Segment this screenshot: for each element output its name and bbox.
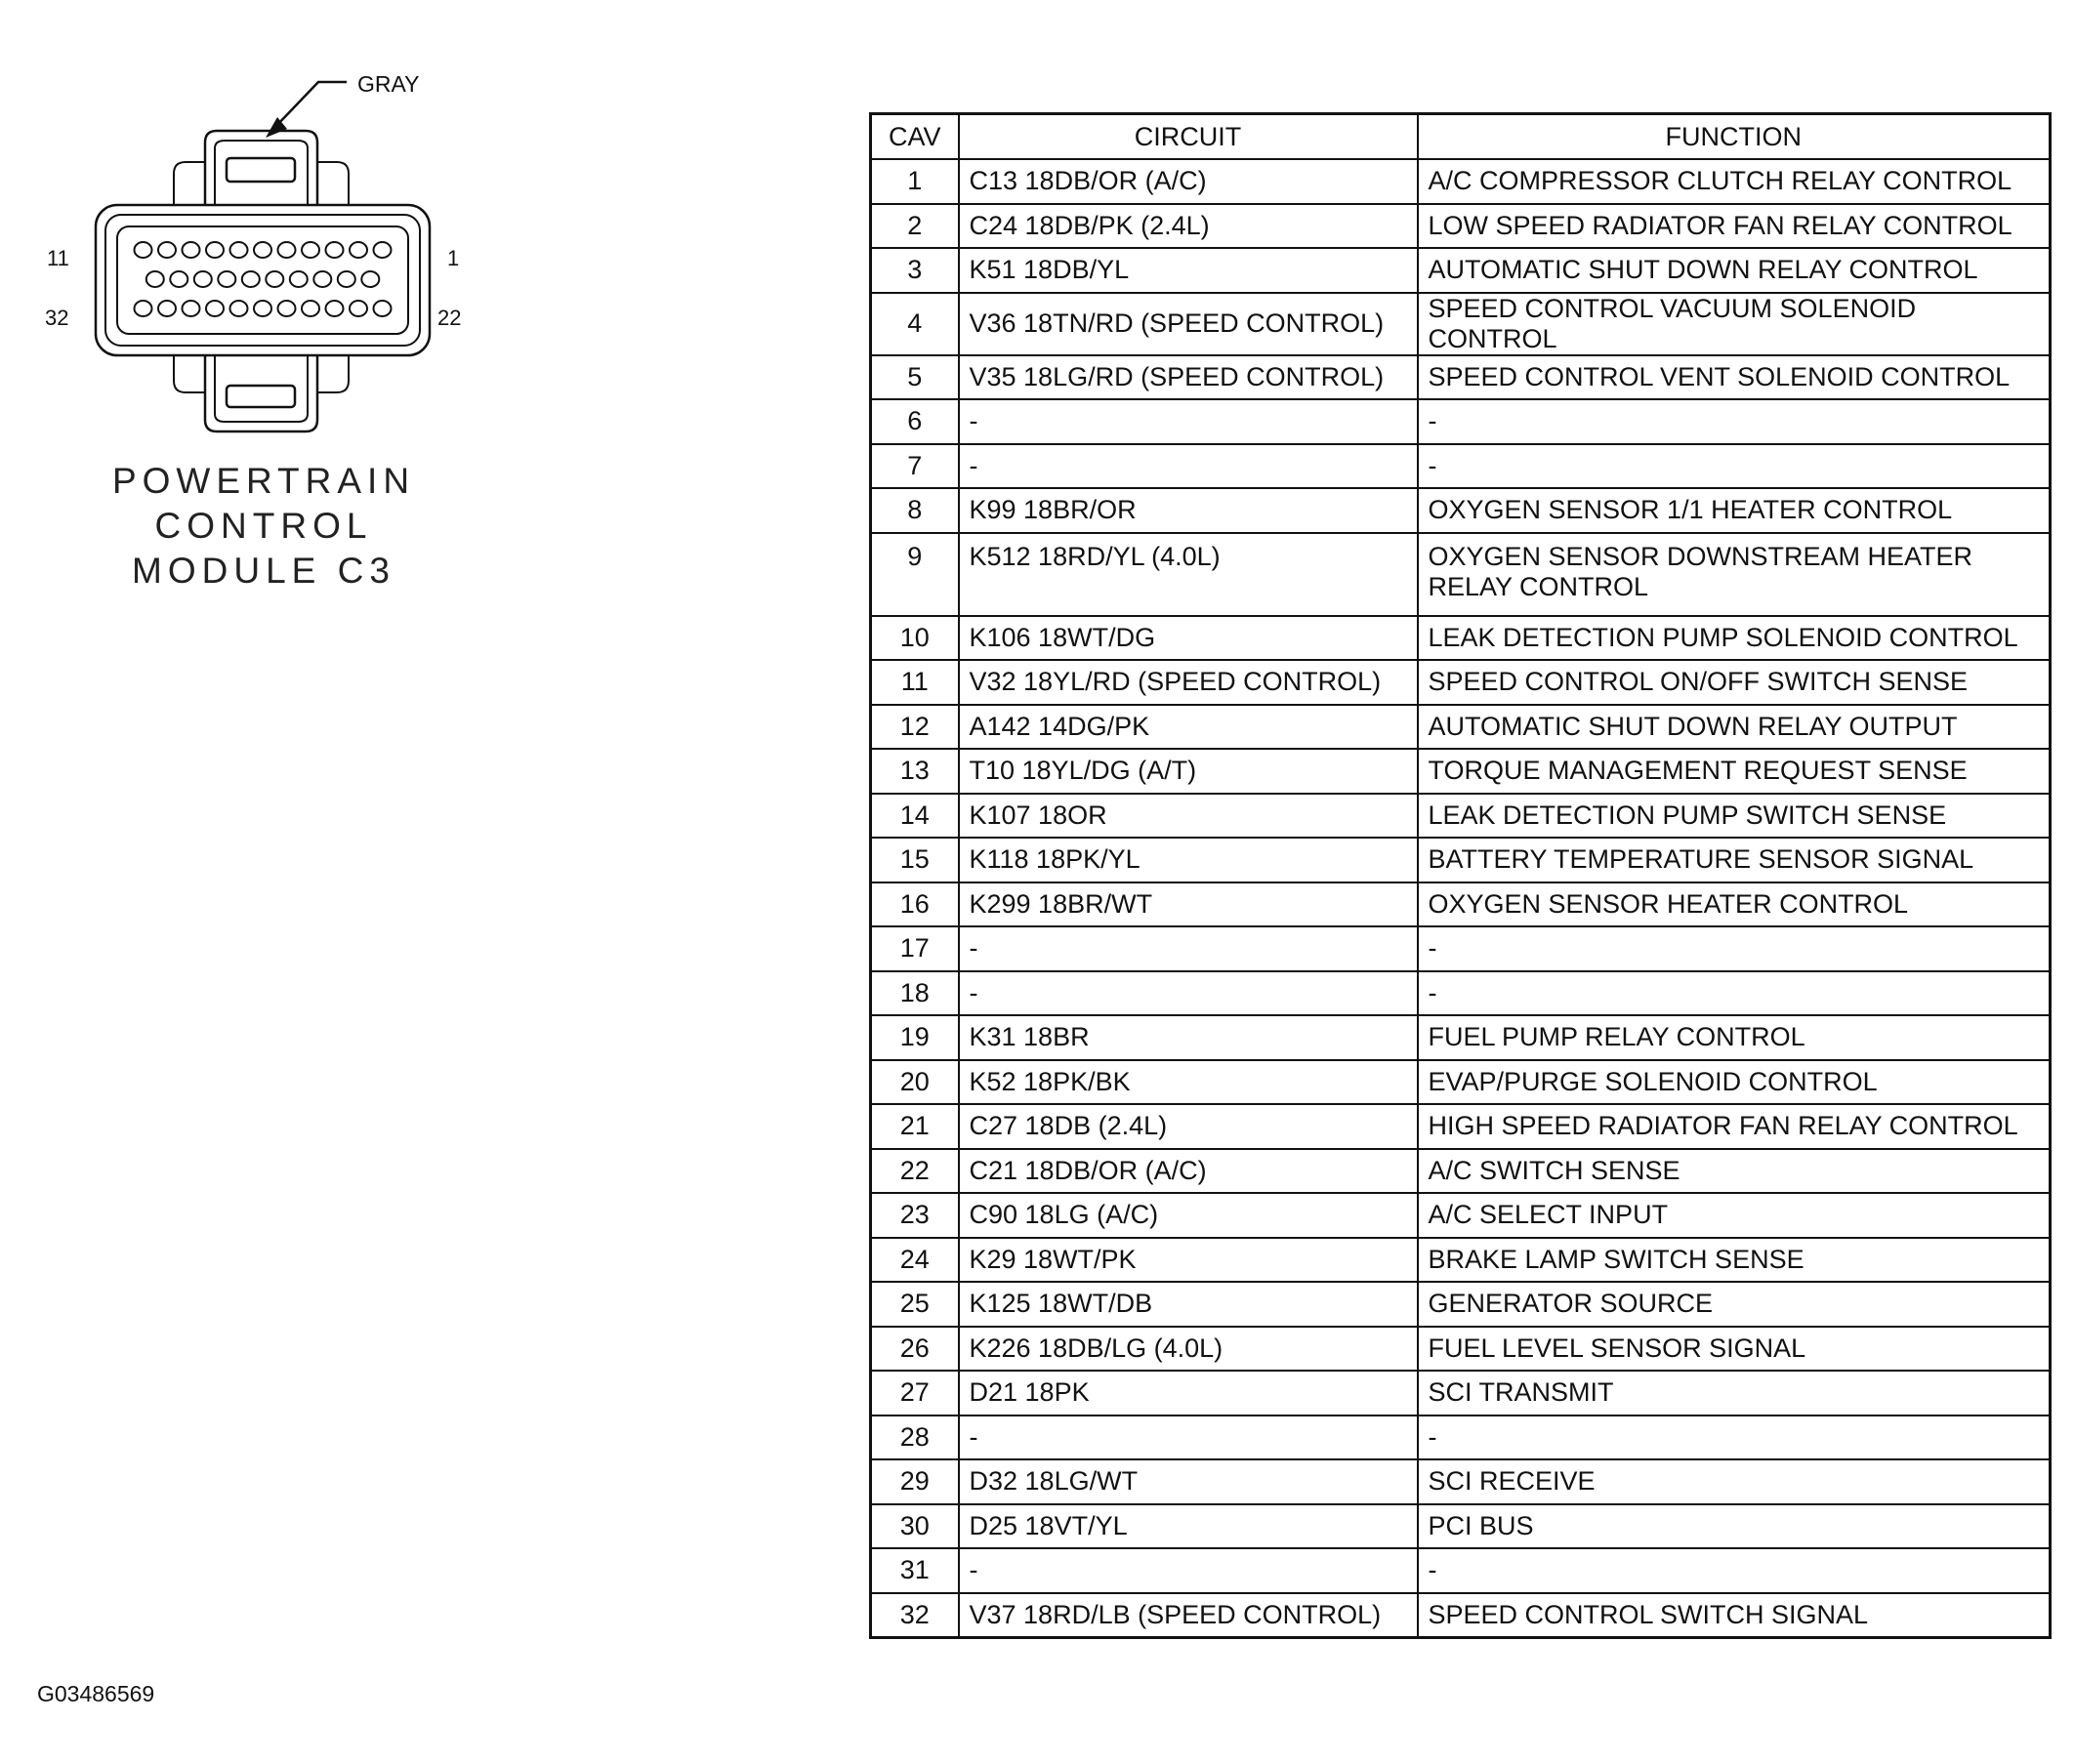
pin-label-bottom-right: 22 bbox=[437, 306, 462, 330]
function-cell: SCI RECEIVE bbox=[1418, 1459, 2051, 1504]
circuit-cell: C90 18LG (A/C) bbox=[959, 1193, 1418, 1238]
circuit-cell: K107 18OR bbox=[959, 794, 1418, 839]
table-row bbox=[871, 1282, 2051, 1327]
circuit-cell: C27 18DB (2.4L) bbox=[959, 1104, 1418, 1149]
table-row bbox=[871, 794, 2051, 839]
function-cell: TORQUE MANAGEMENT REQUEST SENSE bbox=[1418, 749, 2051, 794]
circuit-cell: K99 18BR/OR bbox=[959, 488, 1418, 533]
cav-cell: 19 bbox=[871, 1015, 959, 1060]
bottom-right-shoulder bbox=[317, 355, 349, 392]
connector-color-label: GRAY bbox=[357, 71, 420, 97]
function-cell: OXYGEN SENSOR DOWNSTREAM HEATER RELAY CONTROL bbox=[1418, 533, 2051, 616]
table-row bbox=[871, 1193, 2051, 1238]
table-row bbox=[871, 1371, 2051, 1415]
table-row bbox=[871, 616, 2051, 661]
function-cell: A/C SWITCH SENSE bbox=[1418, 1149, 2051, 1194]
pin-label-top-left: 11 bbox=[47, 246, 69, 270]
cav-cell: 2 bbox=[871, 204, 959, 249]
table-row bbox=[871, 533, 2051, 616]
cav-cell: 31 bbox=[871, 1548, 959, 1593]
module-title-line-1: POWERTRAIN bbox=[111, 461, 416, 501]
circuit-cell: V36 18TN/RD (SPEED CONTROL) bbox=[959, 293, 1418, 355]
table-row bbox=[871, 444, 2051, 489]
circuit-cell: - bbox=[959, 1415, 1418, 1460]
function-cell: BRAKE LAMP SWITCH SENSE bbox=[1418, 1238, 2051, 1283]
header-circuit: CIRCUIT bbox=[959, 114, 1418, 160]
circuit-cell: D25 18VT/YL bbox=[959, 1504, 1418, 1549]
function-cell: - bbox=[1418, 1548, 2051, 1593]
table-row bbox=[871, 1060, 2051, 1105]
cav-cell: 1 bbox=[871, 159, 959, 204]
bottom-latch-outer bbox=[205, 355, 317, 431]
function-cell: - bbox=[1418, 1415, 2051, 1460]
bottom-left-shoulder bbox=[174, 355, 205, 392]
function-cell: GENERATOR SOURCE bbox=[1418, 1282, 2051, 1327]
cav-cell: 14 bbox=[871, 794, 959, 839]
cav-cell: 32 bbox=[871, 1593, 959, 1638]
table-row bbox=[871, 293, 2051, 355]
circuit-cell: K52 18PK/BK bbox=[959, 1060, 1418, 1105]
function-cell: AUTOMATIC SHUT DOWN RELAY CONTROL bbox=[1418, 248, 2051, 293]
cav-cell: 15 bbox=[871, 838, 959, 882]
top-right-shoulder bbox=[317, 162, 349, 205]
cav-cell: 13 bbox=[871, 749, 959, 794]
cav-cell: 4 bbox=[871, 293, 959, 355]
function-cell: AUTOMATIC SHUT DOWN RELAY OUTPUT bbox=[1418, 705, 2051, 750]
function-cell: HIGH SPEED RADIATOR FAN RELAY CONTROL bbox=[1418, 1104, 2051, 1149]
function-cell: - bbox=[1418, 971, 2051, 1016]
cav-cell: 29 bbox=[871, 1459, 959, 1504]
module-title-line-3: MODULE C3 bbox=[132, 551, 395, 591]
circuit-cell: K226 18DB/LG (4.0L) bbox=[959, 1327, 1418, 1372]
top-latch-outer bbox=[205, 131, 317, 205]
function-cell: FUEL LEVEL SENSOR SIGNAL bbox=[1418, 1327, 2051, 1372]
cav-cell: 7 bbox=[871, 444, 959, 489]
function-cell: - bbox=[1418, 399, 2051, 444]
color-leader-arrowhead bbox=[266, 117, 287, 138]
table-row bbox=[871, 705, 2051, 750]
circuit-cell: C24 18DB/PK (2.4L) bbox=[959, 204, 1418, 249]
table-row bbox=[871, 749, 2051, 794]
table-row bbox=[871, 1548, 2051, 1593]
circuit-cell: K299 18BR/WT bbox=[959, 882, 1418, 927]
function-cell: LEAK DETECTION PUMP SWITCH SENSE bbox=[1418, 794, 2051, 839]
table-row bbox=[871, 1504, 2051, 1549]
circuit-cell: A142 14DG/PK bbox=[959, 705, 1418, 750]
circuit-cell: K29 18WT/PK bbox=[959, 1238, 1418, 1283]
circuit-cell: D21 18PK bbox=[959, 1371, 1418, 1415]
pin-label-top-right: 1 bbox=[447, 246, 460, 270]
circuit-cell: - bbox=[959, 926, 1418, 971]
circuit-cell: K512 18RD/YL (4.0L) bbox=[959, 533, 1418, 616]
function-cell: - bbox=[1418, 444, 2051, 489]
circuit-cell: K51 18DB/YL bbox=[959, 248, 1418, 293]
pin-label-bottom-left: 32 bbox=[45, 306, 69, 330]
cav-cell: 12 bbox=[871, 705, 959, 750]
module-title-line-2: CONTROL bbox=[154, 506, 373, 546]
circuit-cell: - bbox=[959, 1548, 1418, 1593]
cav-cell: 5 bbox=[871, 355, 959, 400]
function-cell: OXYGEN SENSOR 1/1 HEATER CONTROL bbox=[1418, 488, 2051, 533]
top-latch-window bbox=[227, 158, 295, 182]
cav-cell: 30 bbox=[871, 1504, 959, 1549]
table-header-row bbox=[871, 114, 2051, 160]
cav-cell: 17 bbox=[871, 926, 959, 971]
function-cell: SPEED CONTROL VENT SOLENOID CONTROL bbox=[1418, 355, 2051, 400]
function-cell: BATTERY TEMPERATURE SENSOR SIGNAL bbox=[1418, 838, 2051, 882]
circuit-cell: V32 18YL/RD (SPEED CONTROL) bbox=[959, 660, 1418, 705]
table-row bbox=[871, 399, 2051, 444]
cav-cell: 25 bbox=[871, 1282, 959, 1327]
top-left-shoulder bbox=[174, 162, 205, 205]
header-cav: CAV bbox=[871, 114, 959, 160]
bottom-latch-window bbox=[227, 386, 295, 407]
connector-diagram bbox=[20, 49, 508, 595]
cav-cell: 27 bbox=[871, 1371, 959, 1415]
function-cell: EVAP/PURGE SOLENOID CONTROL bbox=[1418, 1060, 2051, 1105]
circuit-cell: C13 18DB/OR (A/C) bbox=[959, 159, 1418, 204]
function-cell: FUEL PUMP RELAY CONTROL bbox=[1418, 1015, 2051, 1060]
figure-id: G03486569 bbox=[37, 1681, 155, 1706]
function-cell: A/C SELECT INPUT bbox=[1418, 1193, 2051, 1238]
cav-cell: 20 bbox=[871, 1060, 959, 1105]
table-row bbox=[871, 660, 2051, 705]
function-cell: SPEED CONTROL VACUUM SOLENOID CONTROL bbox=[1418, 293, 2051, 355]
function-cell: SCI TRANSMIT bbox=[1418, 1371, 2051, 1415]
circuit-cell: K31 18BR bbox=[959, 1015, 1418, 1060]
circuit-cell: V35 18LG/RD (SPEED CONTROL) bbox=[959, 355, 1418, 400]
header-function: FUNCTION bbox=[1418, 114, 2051, 160]
table-row bbox=[871, 355, 2051, 400]
cav-cell: 24 bbox=[871, 1238, 959, 1283]
function-cell: LEAK DETECTION PUMP SOLENOID CONTROL bbox=[1418, 616, 2051, 661]
table-row bbox=[871, 1415, 2051, 1460]
cav-cell: 9 bbox=[871, 533, 959, 616]
circuit-cell: K125 18WT/DB bbox=[959, 1282, 1418, 1327]
function-cell: - bbox=[1418, 926, 2051, 971]
function-cell: LOW SPEED RADIATOR FAN RELAY CONTROL bbox=[1418, 204, 2051, 249]
cav-cell: 21 bbox=[871, 1104, 959, 1149]
table-row bbox=[871, 1104, 2051, 1149]
circuit-cell: C21 18DB/OR (A/C) bbox=[959, 1149, 1418, 1194]
table-row bbox=[871, 204, 2051, 249]
function-cell: A/C COMPRESSOR CLUTCH RELAY CONTROL bbox=[1418, 159, 2051, 204]
table-row bbox=[871, 926, 2051, 971]
circuit-cell: K118 18PK/YL bbox=[959, 838, 1418, 882]
cav-cell: 22 bbox=[871, 1149, 959, 1194]
cav-cell: 11 bbox=[871, 660, 959, 705]
circuit-cell: D32 18LG/WT bbox=[959, 1459, 1418, 1504]
table-row bbox=[871, 1593, 2051, 1638]
cav-cell: 3 bbox=[871, 248, 959, 293]
circuit-cell: - bbox=[959, 971, 1418, 1016]
color-leader-line bbox=[275, 82, 347, 127]
function-cell: OXYGEN SENSOR HEATER CONTROL bbox=[1418, 882, 2051, 927]
table-row bbox=[871, 1459, 2051, 1504]
circuit-cell: K106 18WT/DG bbox=[959, 616, 1418, 661]
table-row bbox=[871, 1327, 2051, 1372]
cav-cell: 10 bbox=[871, 616, 959, 661]
module-title bbox=[20, 459, 508, 594]
circuit-cell: T10 18YL/DG (A/T) bbox=[959, 749, 1418, 794]
pin-assignment-table bbox=[869, 112, 2052, 1639]
cav-cell: 6 bbox=[871, 399, 959, 444]
function-cell: PCI BUS bbox=[1418, 1504, 2051, 1549]
cav-cell: 23 bbox=[871, 1193, 959, 1238]
function-cell: SPEED CONTROL ON/OFF SWITCH SENSE bbox=[1418, 660, 2051, 705]
table-row bbox=[871, 488, 2051, 533]
table-body bbox=[871, 159, 2051, 1638]
connector-illustration bbox=[20, 49, 508, 459]
circuit-cell: - bbox=[959, 399, 1418, 444]
circuit-cell: - bbox=[959, 444, 1418, 489]
cav-cell: 8 bbox=[871, 488, 959, 533]
function-cell: SPEED CONTROL SWITCH SIGNAL bbox=[1418, 1593, 2051, 1638]
cav-cell: 26 bbox=[871, 1327, 959, 1372]
table-row bbox=[871, 1015, 2051, 1060]
table-row bbox=[871, 1238, 2051, 1283]
cav-cell: 28 bbox=[871, 1415, 959, 1460]
table-row bbox=[871, 1149, 2051, 1194]
table-row bbox=[871, 971, 2051, 1016]
table-row bbox=[871, 159, 2051, 204]
cav-cell: 16 bbox=[871, 882, 959, 927]
cav-cell: 18 bbox=[871, 971, 959, 1016]
table-row bbox=[871, 248, 2051, 293]
table-row bbox=[871, 838, 2051, 882]
circuit-cell: V37 18RD/LB (SPEED CONTROL) bbox=[959, 1593, 1418, 1638]
table-row bbox=[871, 882, 2051, 927]
